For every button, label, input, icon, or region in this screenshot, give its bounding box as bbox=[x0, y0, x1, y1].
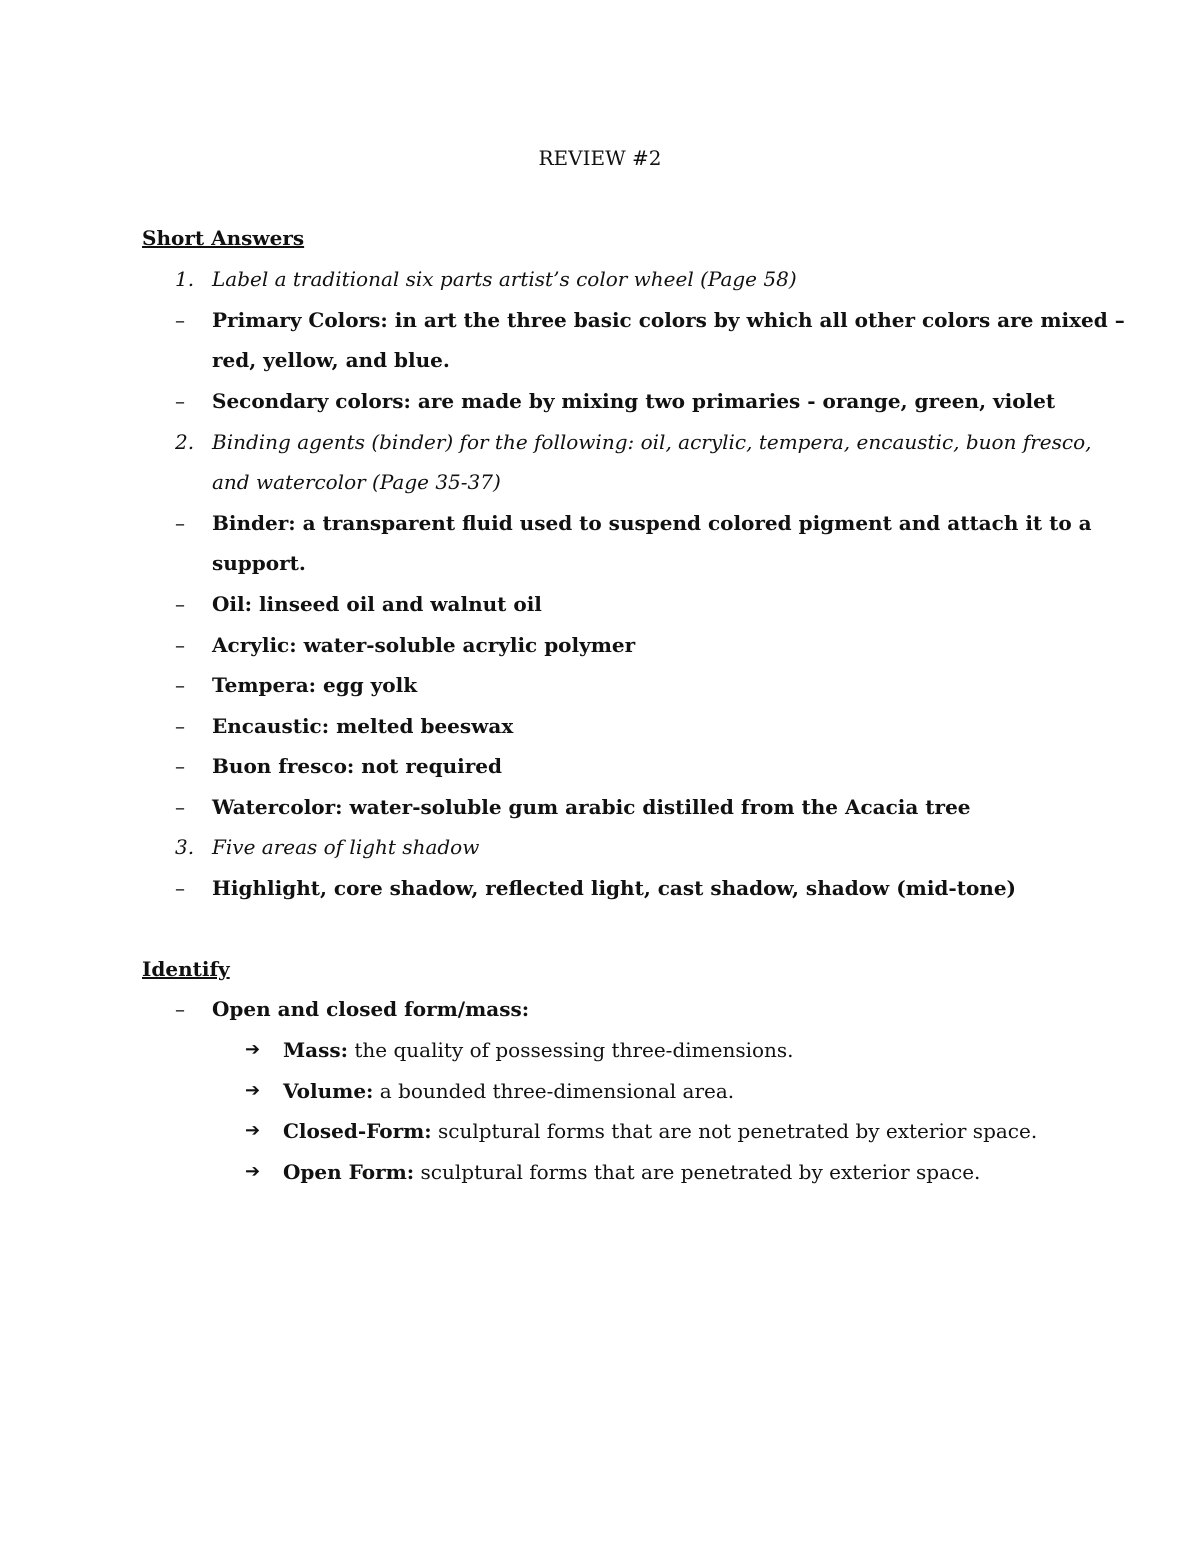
dash-bullet: – bbox=[175, 673, 185, 697]
term-label: Closed-Form: bbox=[283, 1119, 432, 1143]
term-definition: a bounded three-dimensional area. bbox=[373, 1079, 735, 1103]
page-title: REVIEW #2 bbox=[538, 146, 662, 170]
sub-item-volume bbox=[283, 1077, 734, 1105]
term-definition: sculptural forms that are not penetrated by exterior space. bbox=[431, 1119, 1038, 1143]
dash-bullet: – bbox=[175, 389, 185, 413]
answer-binder-line2: support. bbox=[212, 551, 306, 575]
dash-bullet: – bbox=[175, 308, 185, 332]
dash-bullet: – bbox=[175, 795, 185, 819]
answer-binder-line1: Binder: a transparent fluid used to suspend colored pigment and attach it to a bbox=[212, 511, 1092, 535]
sub-item-closed-form bbox=[283, 1117, 1037, 1145]
answer-oil: Oil: linseed oil and walnut oil bbox=[212, 592, 542, 616]
answer-acrylic: Acrylic: water-soluble acrylic polymer bbox=[212, 633, 636, 657]
arrow-right-icon: ➔ bbox=[245, 1039, 261, 1060]
short-answers-heading: Short Answers bbox=[142, 226, 305, 250]
answer-light-shadow: Highlight, core shadow, reflected light, cast shadow, shadow (mid-tone) bbox=[212, 876, 1017, 900]
answer-primary-colors-line1: Primary Colors: in art the three basic colors by which all other colors are mixed – bbox=[212, 308, 1125, 332]
dash-bullet: – bbox=[175, 754, 185, 778]
question-number-3: 3. bbox=[175, 835, 195, 859]
arrow-right-icon: ➔ bbox=[245, 1120, 261, 1141]
sub-item-open-form bbox=[283, 1158, 980, 1186]
sub-item-mass bbox=[283, 1036, 794, 1064]
term-label: Mass: bbox=[283, 1038, 348, 1062]
question-1-text: Label a traditional six parts artist’s color wheel (Page 58) bbox=[212, 267, 797, 291]
question-3-text: Five areas of light shadow bbox=[212, 835, 480, 859]
answer-tempera: Tempera: egg yolk bbox=[212, 673, 418, 697]
arrow-right-icon: ➔ bbox=[245, 1080, 261, 1101]
arrow-right-icon: ➔ bbox=[245, 1161, 261, 1182]
dash-bullet: – bbox=[175, 592, 185, 616]
question-2-line2: and watercolor (Page 35-37) bbox=[212, 470, 501, 494]
identify-heading: Identify bbox=[142, 957, 230, 981]
term-definition: the quality of possessing three-dimensions. bbox=[348, 1038, 794, 1062]
term-label: Open Form: bbox=[283, 1160, 415, 1184]
question-2-line1: Binding agents (binder) for the following: oil, acrylic, tempera, encaustic, buon fresco, bbox=[212, 430, 1092, 454]
answer-primary-colors-line2: red, yellow, and blue. bbox=[212, 348, 450, 372]
dash-bullet: – bbox=[175, 997, 185, 1021]
dash-bullet: – bbox=[175, 633, 185, 657]
answer-buon-fresco: Buon fresco: not required bbox=[212, 754, 502, 778]
question-number-1: 1. bbox=[175, 267, 195, 291]
dash-bullet: – bbox=[175, 714, 185, 738]
question-number-2: 2. bbox=[175, 430, 195, 454]
dash-bullet: – bbox=[175, 511, 185, 535]
answer-secondary-colors: Secondary colors: are made by mixing two primaries - orange, green, violet bbox=[212, 389, 1056, 413]
dash-bullet: – bbox=[175, 876, 185, 900]
answer-encaustic: Encaustic: melted beeswax bbox=[212, 714, 514, 738]
answer-watercolor: Watercolor: water-soluble gum arabic distilled from the Acacia tree bbox=[212, 795, 971, 819]
term-label: Volume: bbox=[283, 1079, 374, 1103]
term-definition: sculptural forms that are penetrated by exterior space. bbox=[414, 1160, 981, 1184]
identify-item-form-mass: Open and closed form/mass: bbox=[212, 997, 530, 1021]
